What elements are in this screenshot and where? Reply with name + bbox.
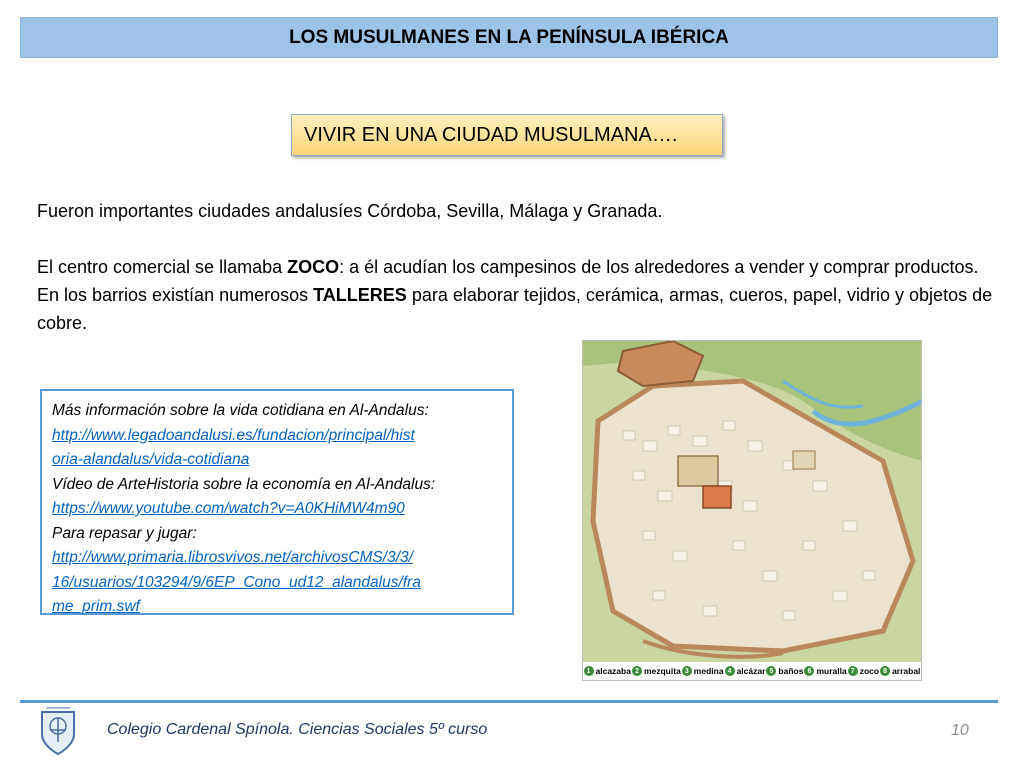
paragraph-cities: Fueron importantes ciudades andalusíes Córdoba, Sevilla, Málaga y Granada. (37, 201, 663, 221)
legend-label: baños (778, 666, 804, 676)
section-subtitle: VIVIR EN UNA CIUDAD MUSULMANA…. (304, 123, 678, 146)
footer-school-name: Colegio Cardenal Spínola. Ciencias Sociales 5º curso (107, 721, 488, 738)
legend-label: arrabal (892, 666, 921, 676)
muslim-city-illustration (582, 340, 922, 681)
legend-number: 3 (682, 666, 692, 676)
legend-number: 4 (725, 666, 735, 676)
legend-label: mezquita (643, 666, 681, 676)
school-crest-logo (36, 704, 80, 756)
link-youtube-video[interactable]: https://www.youtube.com/watch?v=A0KHiMW4m90 (52, 500, 405, 517)
body-text (37, 197, 1002, 337)
paragraph-gap (37, 225, 1002, 253)
slide-title-bar (20, 17, 998, 58)
crest-icon (36, 704, 80, 756)
legend-item-alcazar (725, 666, 766, 676)
info-line-video: Vídeo de ArteHistoria sobre la economía en Al-Andalus: (52, 475, 436, 493)
legend-label: medina (693, 666, 724, 676)
legend-number: 5 (766, 666, 776, 676)
zoco-term: ZOCO (287, 257, 340, 277)
legend-number: 2 (632, 666, 642, 676)
paragraph-zoco-text-a: El centro comercial se llamaba (37, 257, 288, 277)
legend-item-medina (682, 666, 724, 676)
legend-label: zoco (859, 666, 880, 676)
legend-number: 1 (584, 666, 594, 676)
paragraph-zoco (37, 253, 1002, 337)
section-subtitle-box (291, 114, 723, 156)
info-line-vida-cotidiana: Más información sobre la vida cotidiana en Al-Andalus: (52, 402, 429, 419)
legend-item-alcazaba (584, 666, 631, 676)
city-map-drawing (583, 341, 922, 664)
link-legado-andalusi[interactable]: http://www.legadoandalusi.es/fundacion/principal/hist oria-alandalus/vida-cotidiana (52, 426, 415, 468)
legend-item-zoco (848, 666, 879, 676)
legend-number: 6 (804, 666, 814, 676)
footer-divider (20, 700, 998, 703)
legend-label: alcázar (736, 666, 766, 676)
legend-label: alcazaba (595, 666, 631, 676)
info-links-box (40, 389, 514, 615)
legend-label: muralla (816, 666, 847, 676)
legend-item-arrabal (880, 666, 920, 676)
link-librosvivos-game[interactable]: http://www.primaria.librosvivos.net/archivosCMS/3/3/ 16/usuarios/103294/9/6EP_Cono_ud12_alandalus/fra me_prim.swf (52, 549, 421, 615)
legend-number: 7 (848, 666, 858, 676)
info-line-repasar: Para repasar y jugar: (52, 524, 197, 542)
legend-number: 8 (880, 666, 890, 676)
legend-item-mezquita (632, 666, 681, 676)
slide-title: LOS MUSULMANES EN LA PENÍNSULA IBÉRICA (289, 26, 729, 48)
map-legend (583, 662, 921, 680)
legend-item-banos (766, 666, 803, 676)
slide-page-number: 10 (951, 722, 969, 739)
paragraph-zoco-text-b: : a él acudían los campesinos de los alrededores a vender y comprar productos. En los barrios existían numerosos (37, 257, 979, 305)
paragraph-zoco-text-c: para elaborar tejidos, cerámica, armas, cueros, papel, vidrio y objetos de cobre. (37, 285, 993, 333)
legend-item-muralla (804, 666, 846, 676)
talleres-term: TALLERES (313, 285, 407, 305)
